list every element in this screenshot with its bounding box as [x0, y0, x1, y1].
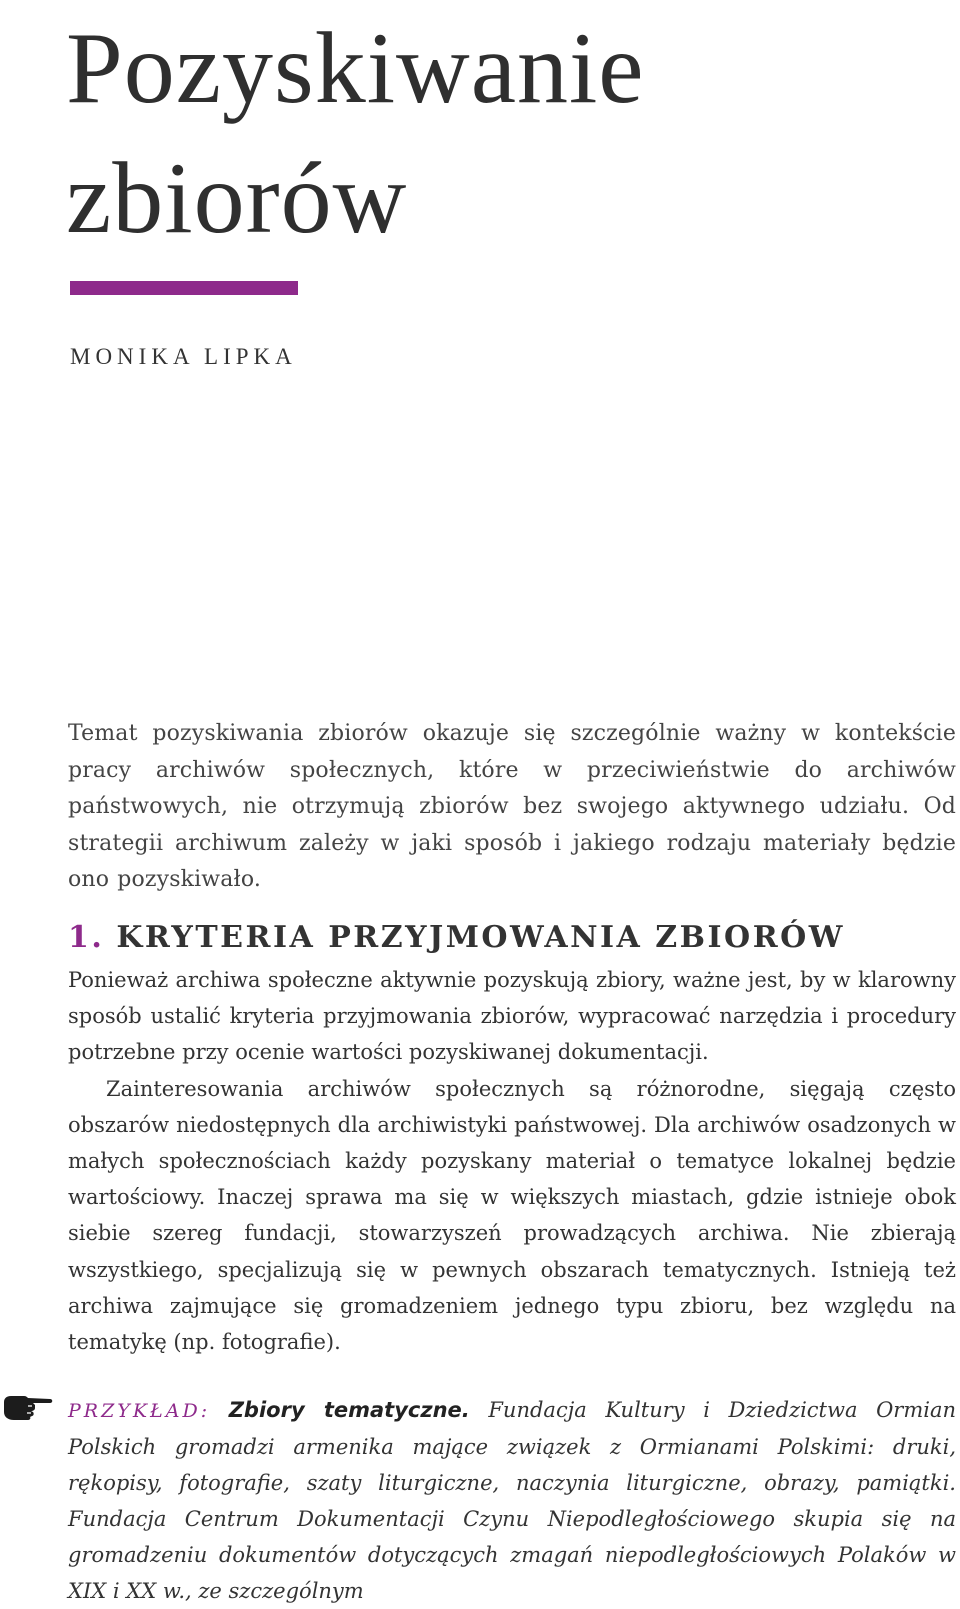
lead-paragraph: Temat pozyskiwania zbiorów okazuje się szczególnie ważny w kontekście pracy archiwów społecznych, które w przeciwieństwie do archiwów państwowych, nie otrzymują zbiorów bez swojego aktywnego udziału. Od strategii archiwum zależy w jaki sposób i jakiego rodzaju materiały będzie ono pozyskiwało. [68, 721, 956, 892]
page-title-line-1: Pozyskiwanie [66, 12, 645, 125]
section-body [68, 962, 956, 1360]
example-box [68, 1392, 956, 1609]
example-text: Fundacja Kultury i Dziedzictwa Ormian Polskich gromadzi armenika mające związek z Ormianami Polskimi: druki, rękopisy, fotografie, szaty liturgiczne, naczynia liturgiczne, obrazy, pamiątki. Fundacja Centrum Dokumentacji Czynu Niepodległościowego skupia się na gromadzeniu dokumentów dotyczących zmagań niepodległościowych Polaków w XIX i XX w., ze szczególnym [68, 1398, 956, 1603]
example-label: PRZYKŁAD: [68, 1400, 211, 1422]
body-paragraph-2: Zainteresowania archiwów społecznych są różnorodne, sięgają często obszarów niedostępnych dla archiwistyki państwowej. Dla archiwów osadzonych w małych społecznościach każdy pozyskany materiał o tematyce lokalnej będzie wartościowy. Inaczej sprawa ma się w większych miastach, gdzie istnieje obok siebie szereg fundacji, stowarzyszeń prowadzących archiwa. Nie zbierają wszystkiego, specjalizują się w pewnych obszarach tematycznych. Istnieją też archiwa zajmujące się gromadzeniem jednego typu zbioru, bez względu na tematykę (np. fotografie). [68, 1076, 956, 1355]
section-heading [68, 920, 845, 955]
author-name: MONIKA LIPKA [70, 344, 297, 369]
page-title [66, 4, 926, 264]
title-accent-bar [70, 281, 298, 295]
section-number: 1. [68, 920, 105, 955]
pointing-hand-icon [2, 1392, 54, 1422]
example-title: Zbiory tematyczne. [228, 1398, 470, 1422]
section-heading-text: KRYTERIA PRZYJMOWANIA ZBIORÓW [116, 920, 845, 955]
page-title-line-2: zbiorów [66, 142, 408, 255]
body-paragraph-1: Ponieważ archiwa społeczne aktywnie pozyskują zbiory, ważne jest, by w klarowny sposób ustalić kryteria przyjmowania zbiorów, wypracować narzędzia i procedury potrzebne przy ocenie wartości pozyskiwanej dokumentacji. [68, 968, 956, 1065]
